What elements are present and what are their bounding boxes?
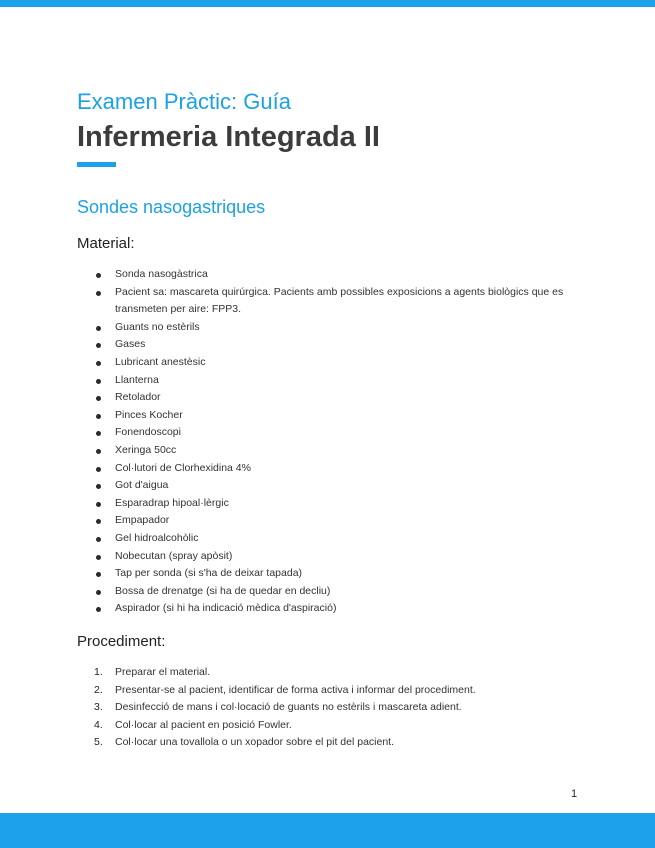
list-item [77, 389, 587, 407]
list-item-text: Xeringa 50cc [115, 443, 177, 456]
list-item-text: Empapador [115, 514, 170, 527]
list-item [77, 600, 587, 618]
list-item [77, 336, 587, 354]
list-item [77, 530, 587, 548]
list-item-text: Esparadrap hipoal·lèrgic [115, 496, 229, 509]
step-number: 4. [94, 718, 103, 731]
list-item-text: Got d'aigua [115, 479, 169, 492]
procedure-step [77, 682, 587, 700]
bullet-icon [96, 467, 101, 472]
list-item-text: Sonda nasogàstrica [115, 268, 208, 280]
step-text: Desinfecció de mans i col·locació de guants no estèrils i mascareta adient. [115, 701, 462, 714]
procedure-step [77, 699, 587, 717]
list-item-text: Tap per sonda (si s'ha de deixar tapada) [115, 567, 303, 580]
bullet-icon [96, 396, 101, 401]
list-item [77, 495, 587, 513]
list-item-text: Lubricant anestèsic [115, 355, 206, 368]
bullet-icon [96, 449, 101, 454]
page-number: 1 [571, 788, 578, 800]
list-item [77, 266, 587, 284]
list-item [77, 477, 587, 495]
step-number: 3. [94, 701, 103, 714]
list-item-text: Gel hidroalcohòlic [115, 531, 199, 544]
procedure-list [77, 664, 587, 752]
list-item-text: Gases [115, 338, 146, 351]
list-item [77, 372, 587, 390]
procedure-step [77, 664, 587, 682]
step-text: Col·locar una tovallola o un xopador sobre el pit del pacient. [115, 736, 395, 749]
bullet-icon [96, 555, 101, 560]
step-text: Preparar el material. [115, 666, 211, 678]
bullet-icon [96, 291, 101, 296]
material-heading: Material: [77, 235, 135, 252]
bullet-icon [96, 343, 101, 348]
list-item-text: Fonendoscopi [115, 426, 181, 439]
step-number: 1. [94, 666, 103, 678]
list-item-text: Llanterna [115, 373, 159, 386]
list-item-text: Nobecutan (spray apòsit) [115, 549, 233, 562]
procedure-step [77, 734, 587, 752]
list-item [77, 442, 587, 460]
bullet-icon [96, 414, 101, 419]
procedure-step [77, 717, 587, 735]
bullet-icon [96, 379, 101, 384]
list-item-text: Bossa de drenatge (si ha de quedar en decliu) [115, 584, 331, 597]
bullet-icon [96, 502, 101, 507]
step-text: Col·locar al pacient en posició Fowler. [115, 718, 292, 731]
bullet-icon [96, 484, 101, 489]
list-item-text: Retolador [115, 391, 161, 404]
list-item [77, 583, 587, 601]
top-accent-bar [0, 0, 655, 7]
list-item [77, 424, 587, 442]
list-item-text: Aspirador (si hi ha indicació mèdica d'aspiració) [115, 602, 337, 615]
bullet-icon [96, 590, 101, 595]
section-heading: Sondes nasogastriques [77, 197, 266, 217]
step-number: 2. [94, 683, 103, 696]
bullet-icon [96, 537, 101, 542]
title-underline [77, 162, 116, 167]
list-item [77, 284, 587, 319]
list-item-text: Guants no estèrils [115, 320, 200, 333]
list-item [77, 565, 587, 583]
list-item [77, 319, 587, 337]
list-item [77, 354, 587, 372]
bullet-icon [96, 607, 101, 612]
document-subtitle: Examen Pràctic: Guía [77, 89, 291, 114]
list-item-text: Pinces Kocher [115, 408, 183, 421]
bullet-icon [96, 431, 101, 436]
bottom-accent-bar [0, 813, 655, 848]
bullet-icon [96, 326, 101, 331]
list-item-text: Pacient sa: mascareta quirúrgica. Pacients amb possibles exposicions a agents biològics que es transmeten per aire: FPP3. [115, 285, 564, 316]
step-number: 5. [94, 736, 103, 749]
list-item [77, 460, 587, 478]
step-text: Presentar-se al pacient, identificar de forma activa i informar del procediment. [115, 683, 476, 696]
list-item-text: Col·lutori de Clorhexidina 4% [115, 461, 251, 474]
document-title: Infermeria Integrada II [77, 121, 380, 153]
bullet-icon [96, 361, 101, 366]
list-item [77, 407, 587, 425]
bullet-icon [96, 572, 101, 577]
list-item [77, 548, 587, 566]
list-item [77, 512, 587, 530]
procedure-heading: Procediment: [77, 633, 166, 650]
material-list [77, 266, 587, 618]
bullet-icon [96, 273, 101, 278]
bullet-icon [96, 519, 101, 524]
